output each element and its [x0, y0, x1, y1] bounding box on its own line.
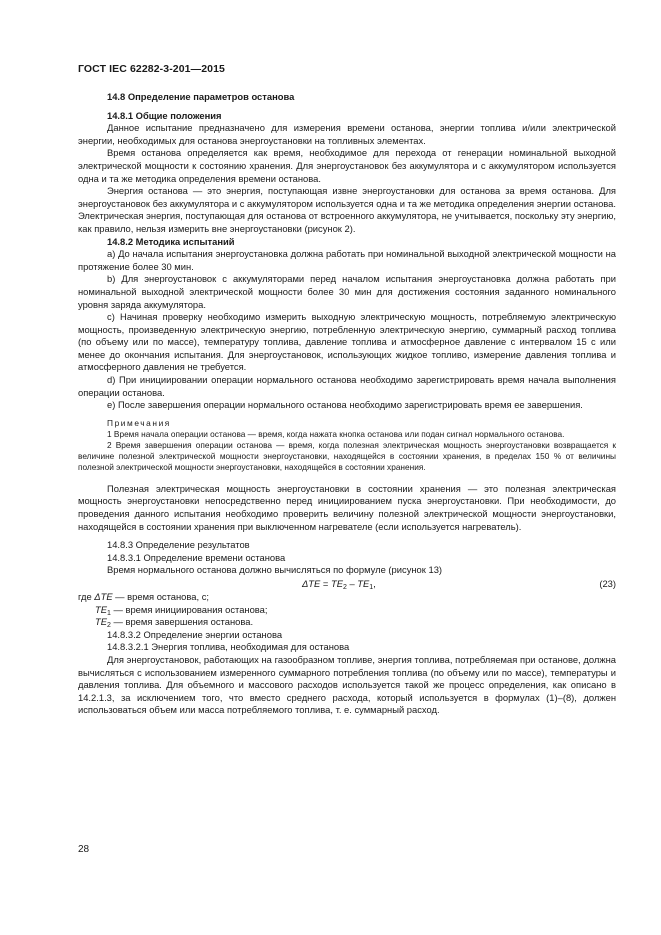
where-te1-sub: 1 [106, 609, 111, 617]
subsection-heading-14-8-3: 14.8.3 Определение результатов [107, 539, 250, 551]
where-dte [78, 591, 616, 604]
where-te1 [78, 604, 616, 617]
notes-block [78, 418, 616, 473]
formula-comma: , [373, 578, 376, 589]
formula-number: (23) [599, 578, 616, 589]
formula-te1: TE [357, 578, 370, 589]
document-header: ГОСТ IEC 62282-3-201—2015 [78, 63, 225, 75]
page-body [78, 91, 616, 717]
where-te2-symbol: TE [95, 616, 107, 628]
formula-te2: TE [330, 578, 343, 589]
list-item-e: e) После завершения операции нормального останова необходимо зарегистрировать время ее завершения. [107, 399, 583, 411]
subsection-heading-14-8-2: 14.8.2 Методика испытаний [107, 235, 235, 247]
where-te2 [78, 616, 616, 629]
where-prefix: где [78, 591, 95, 602]
where-te1-symbol: TE [95, 603, 107, 615]
paragraph-formula-intro: Время нормального останова должно вычисляться по формуле (рисунок 13) [107, 564, 443, 576]
paragraph-shutdown-time: Время останова определяется как время, необходимое для перехода от генерации номинальной выходной электрической мощности к состоянию хранения. Для энергоустановок без аккумулятора и с аккумулятором используется одна и та же методика определения времени останова. [78, 147, 616, 184]
formula-lhs: ΔTE [302, 578, 321, 589]
paragraph-shutdown-energy: Энергия останова — это энергия, поступающая извне энергоустановки для останова за время останова. Для энергоустановок без аккумулятора и с аккумулятором используется одна и та же методика определения энергии останова. Электрическая энергия, поступающая для останова от встроенного аккумулятора, не учитывается, поскольку эту энергию, как правило, нельзя измерить вне энергоустановки (рисунок 2). [78, 185, 616, 234]
list-item-a: a) До начала испытания энергоустановка должна работать при номинальной выходной электрической мощности на протяжение более 30 мин. [78, 248, 616, 272]
list-item-c: c) Начиная проверку необходимо измерить выходную электрическую мощность, потребляемую электрическую мощность, произведенную электрическую энергию, потребленную электрическую энергию, суммарный расход топлива (по объему или по массе), температуру топлива, давление топлива и атмосферное давление с интервалом 15 с или менее до окончания испытания. Для энергоустановок, использующих жидкое топливо, измерение давления топлива и атмосферного давления не требуется. [78, 311, 616, 373]
where-te2-desc: — время завершения останова. [110, 616, 254, 628]
formula-line [78, 577, 616, 591]
formula-equals: = [320, 578, 331, 589]
page-number: 28 [78, 844, 90, 855]
formula-23 [302, 578, 376, 591]
formula-sub1: 1 [369, 584, 374, 591]
section-heading-14-8: 14.8 Определение параметров останова [107, 91, 295, 102]
where-dte-desc: — время останова, с; [112, 591, 209, 602]
where-te1-desc: — время инициирования останова; [110, 603, 268, 615]
paragraph-fuel-energy: Для энергоустановок, работающих на газообразном топливе, энергия топлива, потребляемая при останове, должна вычисляться с использованием измеренного суммарного потребления топлива (по объему или по массе), температуры и давления топлива. Для объемного и массового расходов используется такой же процесс определения, как описано в 14.2.1.3, за исключением того, что вместо среднего расхода, который используется в формулах (1)–(8), должен использоваться объем или масса потребляемого топлива, т. е. суммарный расход. [78, 653, 616, 716]
notes-title: Примечания [107, 417, 171, 428]
list-item-b: b) Для энергоустановок с аккумуляторами перед началом испытания энергоустановка должна работать при номинальной выходной электрической мощности более 30 мин для достижения состояния заданного номинального уровня заряда аккумулятора. [78, 273, 616, 310]
paragraph-storage-power: Полезная электрическая мощность энергоустановки в состоянии хранения — это полезная электрическая мощность энергоустановки непосредственно перед инициированием пуска энергоустановки. При необходимости, до проведения данного испытания необходимо проверить величину полезной электрической мощности энергоустановки, находящейся в состоянии хранения при выключенном нагревателе (если используется нагреватель). [78, 482, 616, 532]
note-2: 2 Время завершения операции останова — время, когда полезная электрическая мощность энергоустановки возвращается к величине полезной электрической мощности энергоустановки, находящейся в состоянии хранения, в пределах 150 % от величины полезной электрической мощности энергоустановки, находящейся в состоянии хранения. [78, 439, 616, 472]
note-1: 1 Время начала операции останова — время, когда нажата кнопка останова или подан сигнал нормального останова. [107, 428, 565, 439]
paragraph-purpose: Данное испытание предназначено для измерения времени останова, энергии топлива и/или электрической энергии, необходимых для останова энергоустановки на топливных элементах. [78, 122, 616, 146]
subsection-heading-14-8-3-2: 14.8.3.2 Определение энергии останова [107, 628, 283, 640]
spacer [78, 473, 616, 483]
subsection-heading-14-8-3-2-1: 14.8.3.2.1 Энергия топлива, необходимая для останова [107, 641, 350, 653]
subsection-heading-14-8-1: 14.8.1 Общие положения [107, 109, 222, 121]
where-dte-symbol: ΔTE [94, 591, 113, 602]
formula-minus: – [346, 578, 358, 589]
formula-sub2: 2 [342, 584, 347, 591]
list-item-d: d) При инициировании операции нормального останова необходимо зарегистрировать время начала выполнения операции останова. [78, 374, 616, 398]
subsection-heading-14-8-3-1: 14.8.3.1 Определение времени останова [107, 551, 286, 563]
where-te2-sub: 2 [106, 622, 111, 630]
